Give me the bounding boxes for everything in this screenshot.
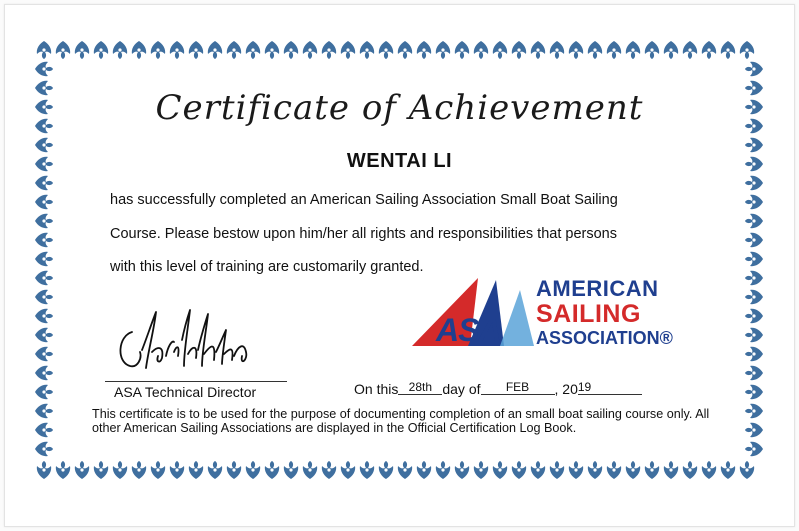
leaf-ornament-icon <box>550 461 564 479</box>
leaf-ornament-icon <box>208 41 222 59</box>
leaf-ornament-icon <box>360 461 374 479</box>
leaf-ornament-icon <box>493 461 507 479</box>
leaf-ornament-icon <box>745 271 763 285</box>
leaf-ornament-icon <box>379 41 393 59</box>
leaf-ornament-icon <box>37 461 51 479</box>
logo-line-2: SAILING <box>536 300 641 328</box>
leaf-ornament-icon <box>227 41 241 59</box>
leaf-ornament-icon <box>683 461 697 479</box>
leaf-ornament-icon <box>512 41 526 59</box>
leaf-ornament-icon <box>35 404 53 418</box>
leaf-ornament-icon <box>113 41 127 59</box>
logo-line-3: ASSOCIATION® <box>536 328 673 348</box>
leaf-ornament-icon <box>474 41 488 59</box>
leaf-ornament-icon <box>626 41 640 59</box>
leaf-ornament-icon <box>721 461 735 479</box>
leaf-ornament-icon <box>455 461 469 479</box>
logo-line-1: AMERICAN <box>536 276 659 301</box>
leaf-ornament-icon <box>303 461 317 479</box>
leaf-ornament-icon <box>645 41 659 59</box>
leaf-ornament-icon <box>170 461 184 479</box>
leaf-ornament-icon <box>35 195 53 209</box>
leaf-ornament-icon <box>35 233 53 247</box>
leaf-ornament-icon <box>35 309 53 323</box>
leaf-ornament-icon <box>246 41 260 59</box>
leaf-ornament-icon <box>35 62 53 76</box>
leaf-ornament-icon <box>284 461 298 479</box>
leaf-ornament-icon <box>745 214 763 228</box>
leaf-ornament-icon <box>664 461 678 479</box>
leaf-ornament-icon <box>189 41 203 59</box>
leaf-ornament-icon <box>265 461 279 479</box>
date-line <box>354 380 642 397</box>
leaf-ornament-icon <box>56 461 70 479</box>
date-year: 19 <box>578 380 642 395</box>
footer-note: This certificate is to be used for the purpose of documenting completion of an small boat sailing course only. All other American Sailing Associations are displayed in the Official Certification Log Book. <box>92 407 710 435</box>
signature-line <box>105 381 287 382</box>
leaf-ornament-icon <box>745 62 763 76</box>
leaf-ornament-icon <box>322 461 336 479</box>
leaf-ornament-icon <box>75 41 89 59</box>
leaf-ornament-icon <box>94 41 108 59</box>
leaf-ornament-icon <box>474 461 488 479</box>
leaf-ornament-icon <box>94 461 108 479</box>
leaf-ornament-icon <box>360 41 374 59</box>
leaf-ornament-icon <box>531 461 545 479</box>
body-line-2: Course. Please bestow upon him/her all rights and responsibilities that persons <box>110 226 617 242</box>
leaf-ornament-icon <box>588 41 602 59</box>
leaf-ornament-icon <box>284 41 298 59</box>
logo-wordmark <box>536 278 673 347</box>
leaf-ornament-icon <box>745 347 763 361</box>
leaf-ornament-icon <box>569 461 583 479</box>
leaf-ornament-icon <box>745 404 763 418</box>
leaf-ornament-icon <box>645 461 659 479</box>
leaf-ornament-icon <box>745 385 763 399</box>
signature <box>112 300 272 378</box>
leaf-ornament-icon <box>37 41 51 59</box>
date-month: FEB <box>481 380 555 395</box>
date-mid: day of <box>442 381 481 397</box>
leaf-ornament-icon <box>569 41 583 59</box>
leaf-ornament-icon <box>398 41 412 59</box>
leaf-ornament-icon <box>531 41 545 59</box>
leaf-ornament-icon <box>702 461 716 479</box>
leaf-ornament-icon <box>588 461 602 479</box>
leaf-ornament-icon <box>436 41 450 59</box>
leaf-ornament-icon <box>721 41 735 59</box>
logo-mark: ASA <box>436 312 501 348</box>
leaf-ornament-icon <box>745 328 763 342</box>
leaf-ornament-icon <box>745 366 763 380</box>
leaf-ornament-icon <box>550 41 564 59</box>
asa-logo <box>408 276 680 348</box>
leaf-ornament-icon <box>745 309 763 323</box>
date-year-prefix: , 20 <box>554 381 578 397</box>
leaf-ornament-icon <box>227 461 241 479</box>
leaf-ornament-icon <box>113 461 127 479</box>
leaf-ornament-icon <box>740 41 754 59</box>
leaf-ornament-icon <box>170 41 184 59</box>
leaf-ornament-icon <box>512 461 526 479</box>
leaf-ornament-icon <box>745 423 763 437</box>
leaf-ornament-icon <box>436 461 450 479</box>
leaf-ornament-icon <box>745 252 763 266</box>
leaf-ornament-icon <box>208 461 222 479</box>
leaf-ornament-icon <box>417 41 431 59</box>
leaf-ornament-icon <box>417 461 431 479</box>
leaf-ornament-icon <box>35 366 53 380</box>
leaf-ornament-icon <box>35 252 53 266</box>
leaf-ornament-icon <box>151 41 165 59</box>
leaf-ornament-icon <box>745 195 763 209</box>
body-line-3: with this level of training are customarily granted. <box>110 259 424 275</box>
leaf-ornament-icon <box>35 214 53 228</box>
leaf-ornament-icon <box>341 461 355 479</box>
leaf-ornament-icon <box>745 290 763 304</box>
leaf-ornament-icon <box>132 41 146 59</box>
leaf-ornament-icon <box>56 41 70 59</box>
body-line-1: has successfully completed an American Sailing Association Small Boat Sailing <box>110 192 618 208</box>
leaf-ornament-icon <box>607 41 621 59</box>
leaf-ornament-icon <box>745 176 763 190</box>
date-day: 28th <box>398 380 442 395</box>
leaf-ornament-icon <box>189 461 203 479</box>
leaf-ornament-icon <box>683 41 697 59</box>
leaf-ornament-icon <box>745 442 763 456</box>
leaf-ornament-icon <box>35 347 53 361</box>
leaf-ornament-icon <box>664 41 678 59</box>
leaf-ornament-icon <box>132 461 146 479</box>
leaf-ornament-icon <box>607 461 621 479</box>
leaf-ornament-icon <box>702 41 716 59</box>
certificate-title: Certificate of Achievement <box>155 88 644 128</box>
leaf-ornament-icon <box>35 442 53 456</box>
leaf-ornament-icon <box>745 233 763 247</box>
leaf-ornament-icon <box>35 423 53 437</box>
leaf-ornament-icon <box>303 41 317 59</box>
leaf-ornament-icon <box>740 461 754 479</box>
leaf-ornament-icon <box>35 385 53 399</box>
leaf-ornament-icon <box>626 461 640 479</box>
leaf-ornament-icon <box>265 41 279 59</box>
leaf-ornament-icon <box>379 461 393 479</box>
leaf-ornament-icon <box>398 461 412 479</box>
leaf-ornament-icon <box>35 328 53 342</box>
leaf-ornament-icon <box>151 461 165 479</box>
leaf-ornament-icon <box>322 41 336 59</box>
leaf-ornament-icon <box>35 176 53 190</box>
leaf-ornament-icon <box>35 271 53 285</box>
leaf-ornament-icon <box>493 41 507 59</box>
signature-label: ASA Technical Director <box>114 384 257 400</box>
leaf-ornament-icon <box>455 41 469 59</box>
leaf-ornament-icon <box>35 290 53 304</box>
leaf-ornament-icon <box>75 461 89 479</box>
date-prefix: On this <box>354 381 399 397</box>
leaf-ornament-icon <box>246 461 260 479</box>
leaf-ornament-icon <box>341 41 355 59</box>
recipient-name: WENTAI LI <box>346 150 453 172</box>
